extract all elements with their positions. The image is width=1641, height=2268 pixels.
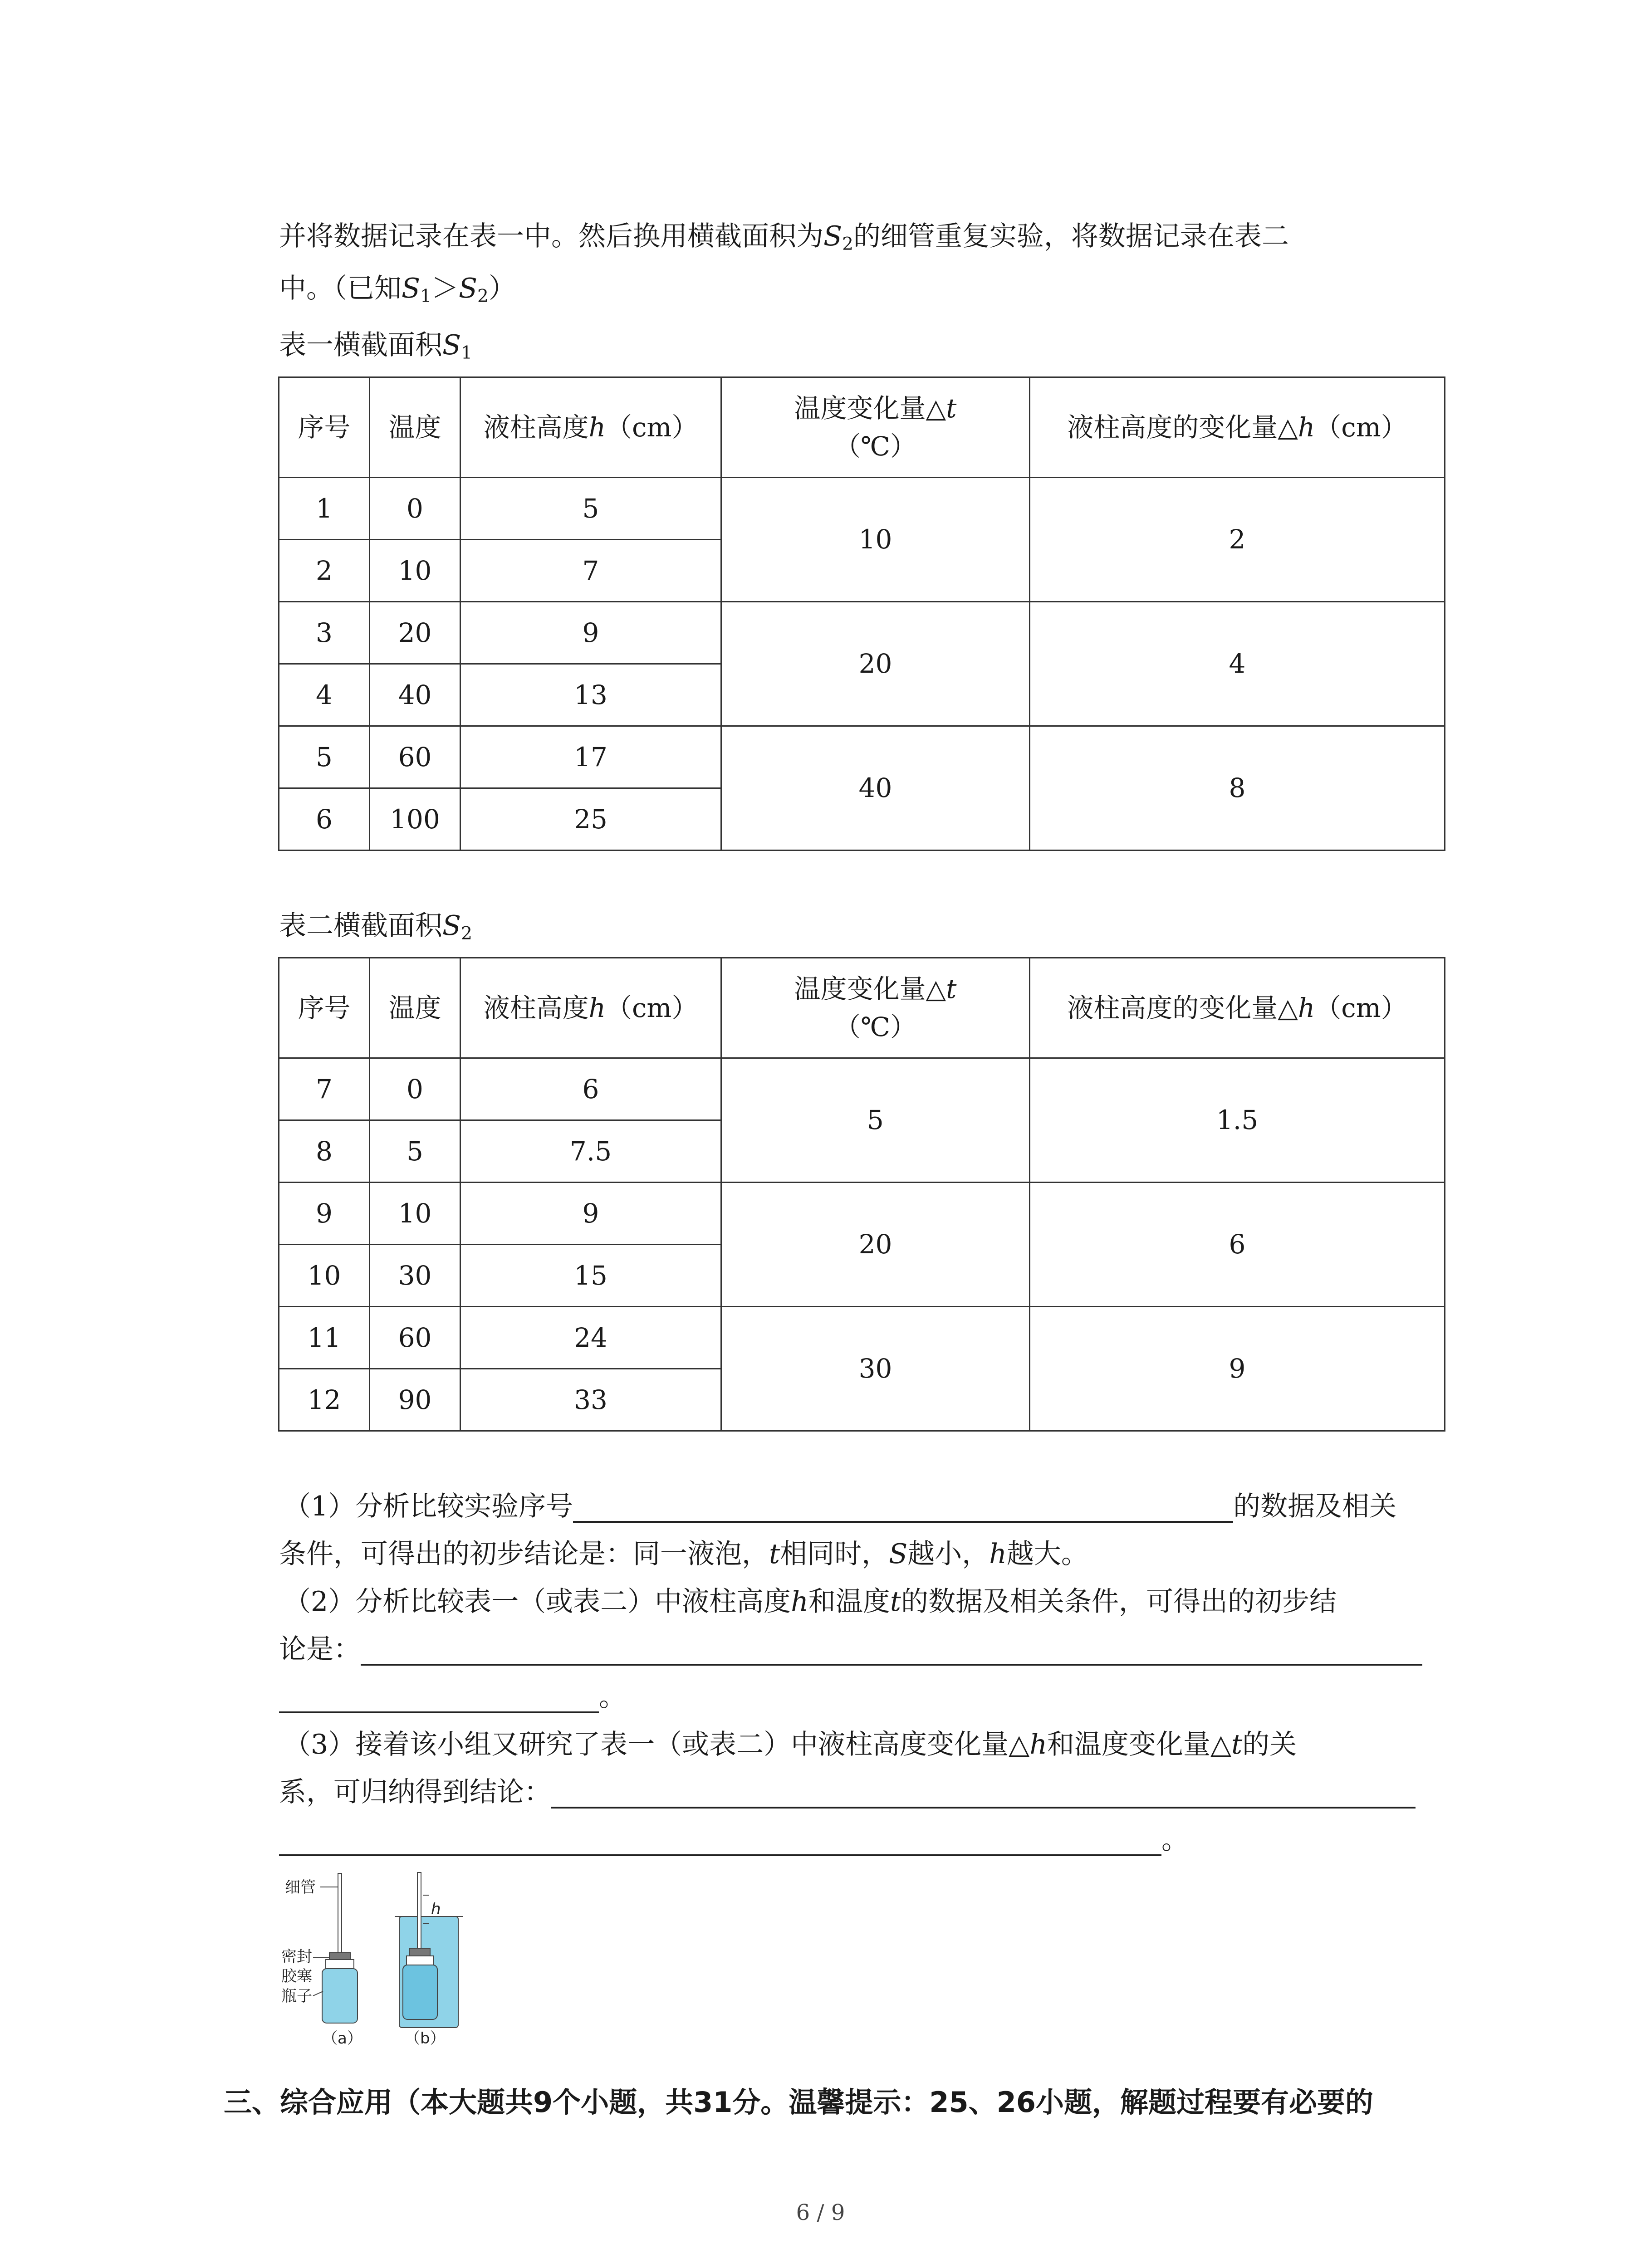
cell-delta-h: 2: [1030, 478, 1445, 602]
header-temp: 温度: [370, 377, 460, 478]
table-header-row: [279, 958, 1445, 1058]
label-h: h: [431, 1900, 441, 1918]
table-row: [279, 1307, 1445, 1369]
cell-height: 7.5: [460, 1120, 721, 1183]
cell-seq: 5: [279, 726, 370, 788]
header-seq: 序号: [279, 377, 370, 478]
cell-seq: 12: [279, 1369, 370, 1431]
question-3-line-3: 。: [279, 1823, 1189, 1856]
intro-line-2: 中。（已知$S_1>S_2$）: [279, 273, 516, 307]
q1-answer-blank[interactable]: [573, 1494, 1233, 1523]
cell-height: 7: [460, 540, 721, 602]
cell-delta-t: 30: [721, 1307, 1030, 1431]
cell-temp: 10: [370, 1183, 460, 1245]
bottle-a: [322, 1969, 358, 2023]
cell-seq: 4: [279, 664, 370, 726]
cell-seq: 10: [279, 1245, 370, 1307]
question-1-line-2: 条件，可得出的初步结论是：同一液泡，t相同时，S越小，h越大。: [279, 1538, 1088, 1570]
header-delta-h: 液柱高度的变化量△h（cm）: [1030, 377, 1445, 478]
cell-temp: 10: [370, 540, 460, 602]
q3-answer-blank-1[interactable]: [551, 1779, 1416, 1809]
q2-answer-blank-1[interactable]: [361, 1637, 1422, 1666]
stopper-b: [409, 1948, 430, 1956]
header-seq: 序号: [279, 958, 370, 1058]
cell-temp: 20: [370, 602, 460, 664]
cell-temp: 0: [370, 478, 460, 540]
cell-seq: 11: [279, 1307, 370, 1369]
cell-temp: 30: [370, 1245, 460, 1307]
cell-seq: 8: [279, 1120, 370, 1183]
cell-delta-t: 40: [721, 726, 1030, 850]
cell-temp: 60: [370, 1307, 460, 1369]
cell-temp: 5: [370, 1120, 460, 1183]
table-1: [278, 376, 1445, 851]
section-3-heading: 三、综合应用（本大题共9个小题，共31分。温馨提示：25、26小题，解题过程要有必要的: [224, 2086, 1373, 2119]
q3-answer-blank-2[interactable]: [279, 1827, 1161, 1856]
question-2-line-2: 论是：: [279, 1633, 1422, 1666]
cell-height: 17: [460, 726, 721, 788]
label-seal-1: 密封: [281, 1948, 312, 1966]
table1-caption: 表一横截面积$S_1$: [279, 329, 472, 363]
cell-temp: 40: [370, 664, 460, 726]
question-2-line-1: （2）分析比较表一（或表二）中液柱高度h和温度t的数据及相关条件，可得出的初步结: [284, 1586, 1337, 1618]
question-3-line-2: 系，可归纳得到结论：: [279, 1776, 1416, 1809]
header-delta-h: 液柱高度的变化量△h（cm）: [1030, 958, 1445, 1058]
cell-delta-h: 9: [1030, 1307, 1445, 1431]
cell-height: 9: [460, 602, 721, 664]
intro-line-1: 并将数据记录在表一中。然后换用横截面积为$S_2$的细管重复实验，将数据记录在表二: [279, 220, 1289, 254]
cell-height: 5: [460, 478, 721, 540]
header-delta-t: 温度变化量△t （℃）: [721, 958, 1030, 1058]
cell-delta-h: 1.5: [1030, 1058, 1445, 1183]
cell-delta-t: 20: [721, 1183, 1030, 1307]
cell-height: 25: [460, 788, 721, 850]
question-1-line-1: （1）分析比较实验序号 的数据及相关: [284, 1491, 1397, 1522]
cell-temp: 60: [370, 726, 460, 788]
cell-height: 9: [460, 1183, 721, 1245]
cell-height: 24: [460, 1307, 721, 1369]
page-number: 6 / 9: [796, 2200, 845, 2225]
cell-seq: 1: [279, 478, 370, 540]
table-row: [279, 1183, 1445, 1245]
cell-seq: 9: [279, 1183, 370, 1245]
q2-answer-blank-2[interactable]: [279, 1684, 599, 1713]
table2-caption: 表二横截面积$S_2$: [279, 910, 472, 944]
cell-height: 6: [460, 1058, 721, 1120]
cell-seq: 3: [279, 602, 370, 664]
cell-height: 15: [460, 1245, 721, 1307]
table-row: [279, 1058, 1445, 1120]
cell-delta-t: 20: [721, 602, 1030, 726]
caption-a: （a）: [322, 2029, 362, 2048]
table-row: [279, 726, 1445, 788]
cell-height: 33: [460, 1369, 721, 1431]
cell-seq: 2: [279, 540, 370, 602]
cell-delta-h: 4: [1030, 602, 1445, 726]
header-delta-t: 温度变化量△t （℃）: [721, 377, 1030, 478]
cell-delta-t: 5: [721, 1058, 1030, 1183]
header-temp: 温度: [370, 958, 460, 1058]
cell-temp: 0: [370, 1058, 460, 1120]
header-height: 液柱高度h（cm）: [460, 958, 721, 1058]
table-2: [278, 957, 1445, 1432]
cell-seq: 7: [279, 1058, 370, 1120]
cell-delta-t: 10: [721, 478, 1030, 602]
table-row: [279, 602, 1445, 664]
label-tube: 细管: [285, 1878, 316, 1897]
cell-temp: 90: [370, 1369, 460, 1431]
cell-temp: 100: [370, 788, 460, 850]
cell-seq: 6: [279, 788, 370, 850]
table-header-row: [279, 377, 1445, 478]
cell-height: 13: [460, 664, 721, 726]
question-3-line-1: （3）接着该小组又研究了表一（或表二）中液柱高度变化量△h和温度变化量△t的关: [284, 1729, 1297, 1760]
table-row: [279, 478, 1445, 540]
header-height: 液柱高度h（cm）: [460, 377, 721, 478]
label-seal-2: 胶塞: [281, 1967, 312, 1985]
question-2-line-3: 。: [279, 1681, 626, 1713]
cell-delta-h: 8: [1030, 726, 1445, 850]
cell-delta-h: 6: [1030, 1183, 1445, 1307]
bottle-b: [403, 1965, 437, 2019]
thermometer-apparatus-figure: [277, 1869, 513, 2050]
caption-b: （b）: [405, 2029, 446, 2048]
label-bottle: 瓶子: [281, 1987, 312, 2005]
